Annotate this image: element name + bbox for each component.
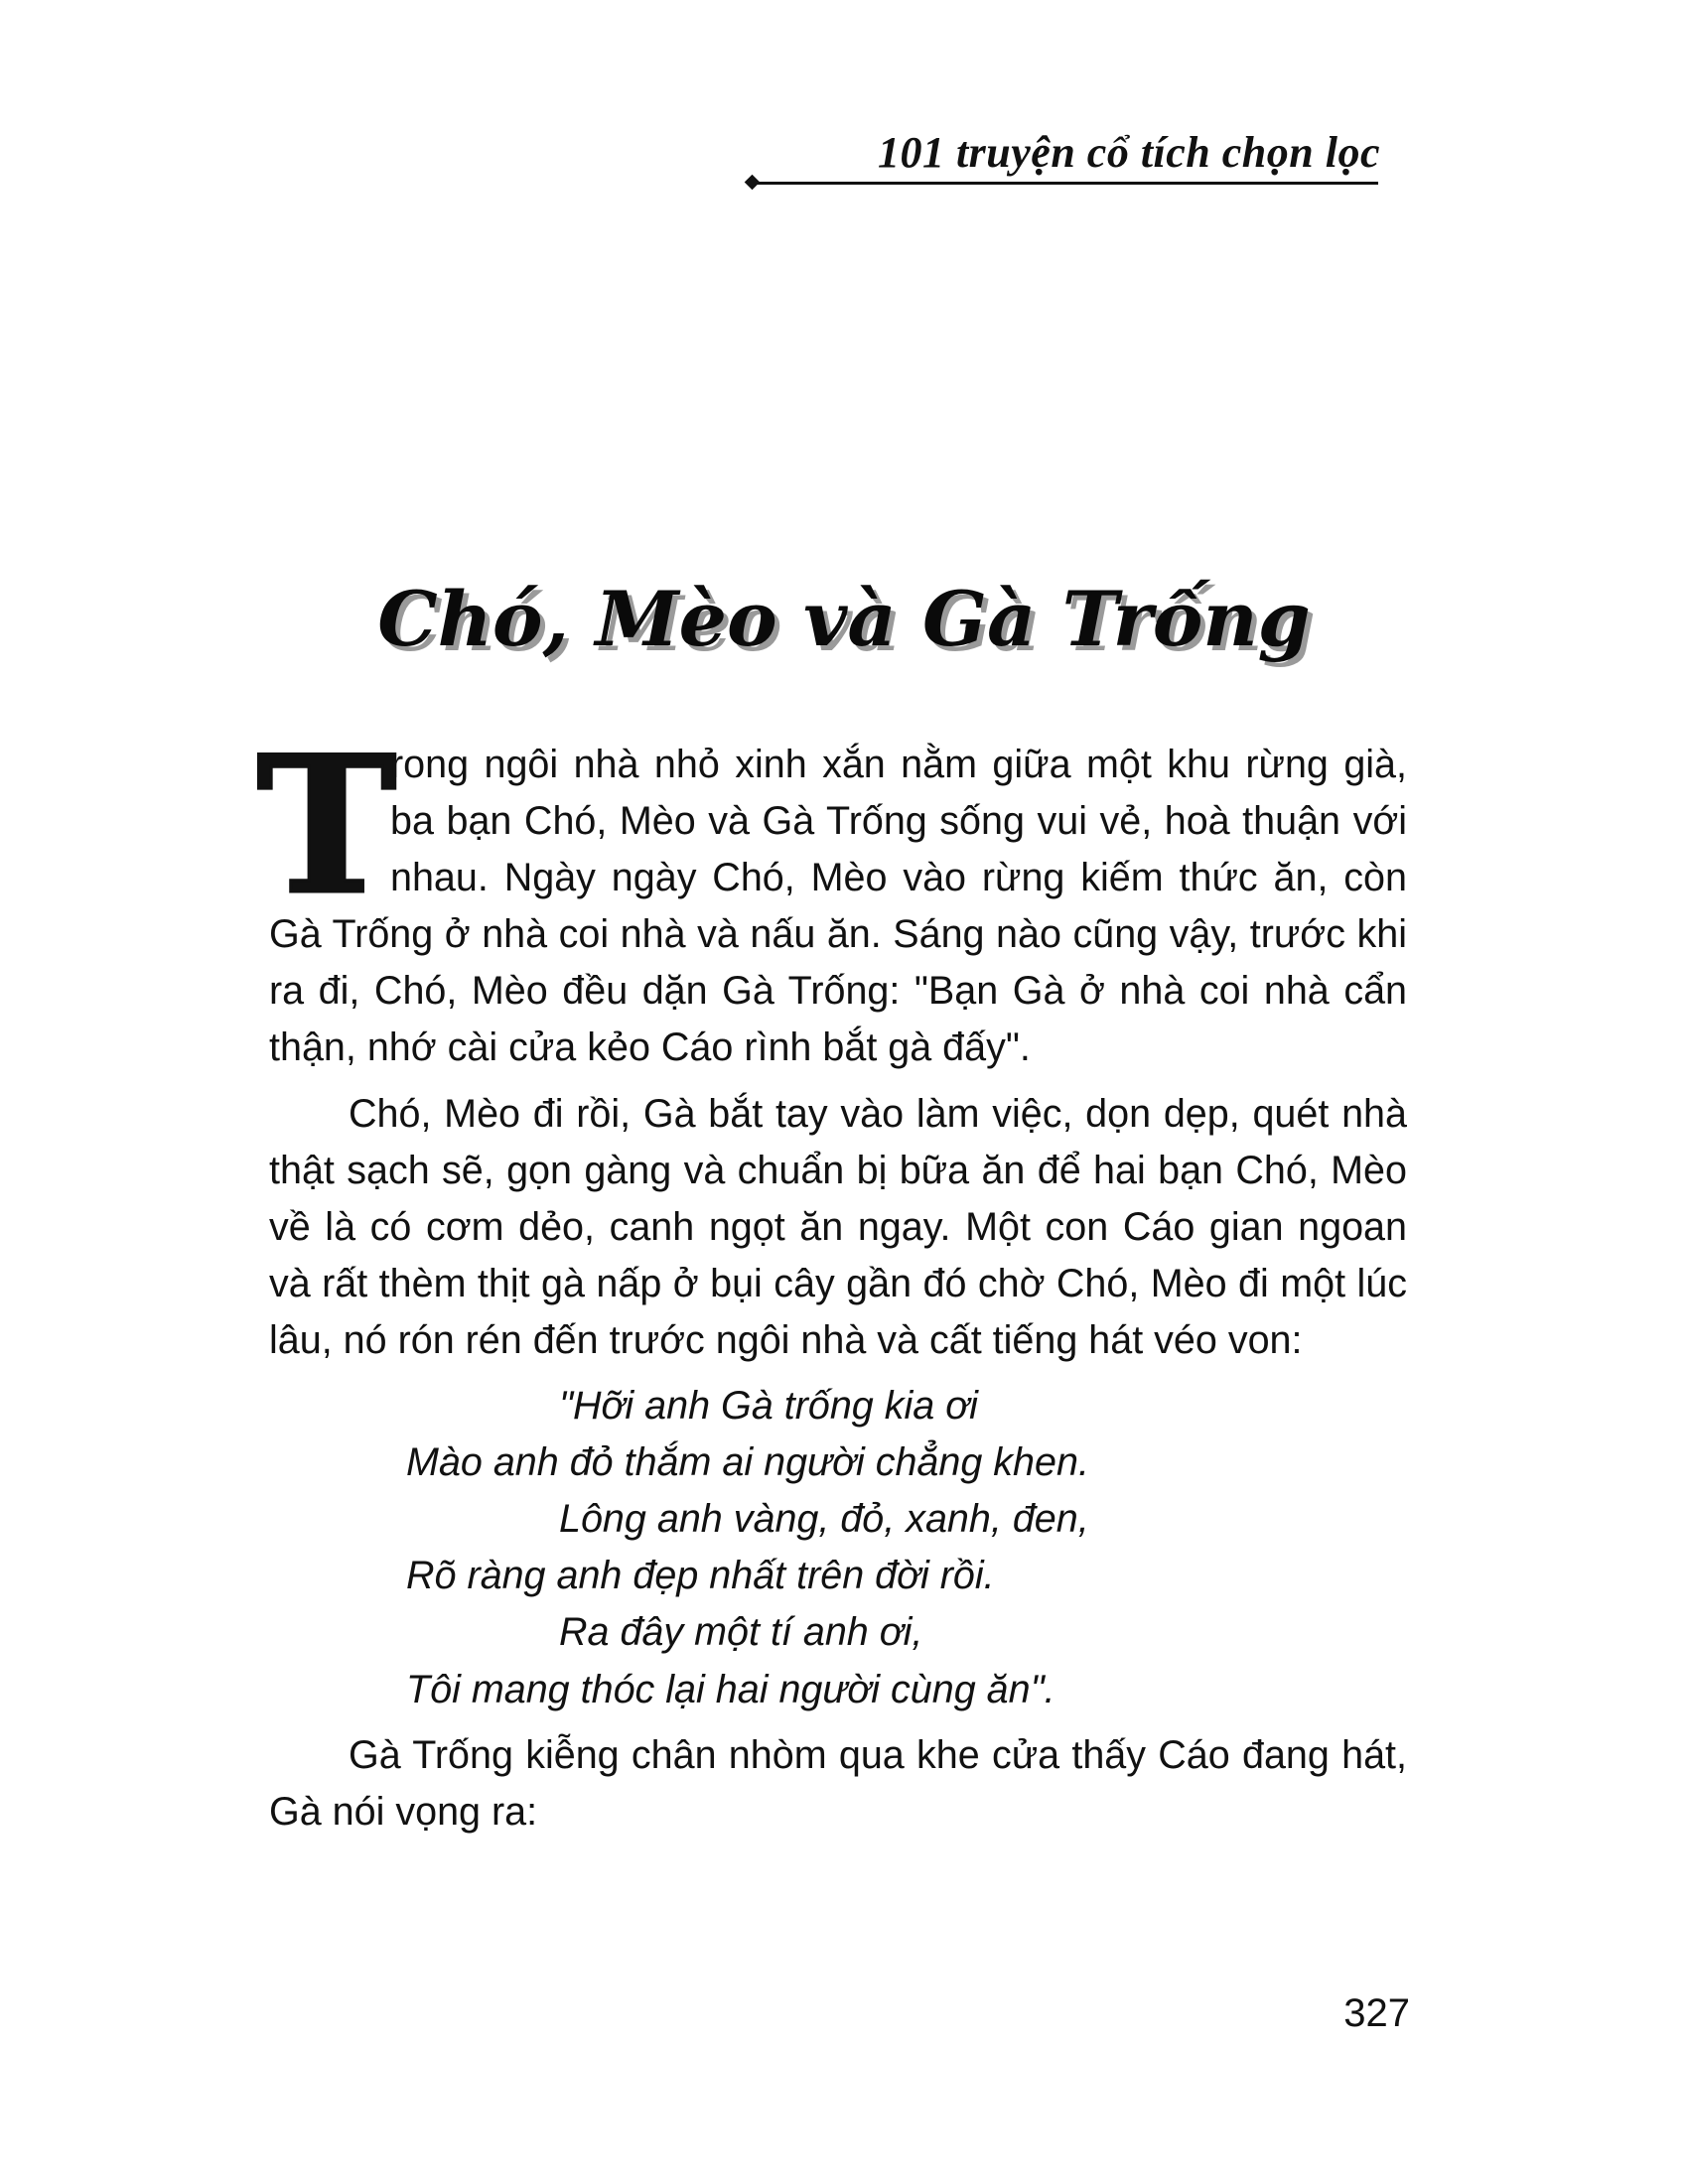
song-verse xyxy=(269,1378,1407,1718)
paragraph-2: Chó, Mèo đi rồi, Gà bắt tay vào làm việc, dọn dẹp, quét nhà thật sạch sẽ, gọn gàng và chuẩn bị bữa ăn để hai bạn Chó, Mèo về là có cơm dẻo, canh ngọt ăn ngay. Một con Cáo gian ngoan và rất thèm thịt gà nấp ở bụi cây gần đó chờ Chó, Mèo đi một lúc lâu, nó rón rén đến trước ngôi nhà và cất tiếng hát véo von: xyxy=(269,1091,1407,1362)
header-diamond-ornament xyxy=(745,175,761,191)
page-number: 327 xyxy=(1343,1991,1410,2035)
paragraph-1-text: rong ngôi nhà nhỏ xinh xắn nằm giữa một khu rừng già, ba bạn Chó, Mèo và Gà Trống sống vui vẻ, hoà thuận với nhau. Ngày ngày Chó, Mèo vào rừng kiếm thức ăn, còn Gà Trống ở nhà coi nhà và nấu ăn. Sáng nào cũng vậy, trước khi ra đi, Chó, Mèo đều dặn Gà Trống: "Bạn Gà ở nhà coi nhà cẩn thận, nhớ cài cửa kẻo Cáo rình bắt gà đấy". xyxy=(269,743,1407,1070)
verse-line: "Hỡi anh Gà trống kia ơi xyxy=(559,1384,978,1429)
header-rule xyxy=(755,182,1378,185)
running-header-title: 101 truyện cổ tích chọn lọc xyxy=(877,128,1380,177)
svg-text:T: T xyxy=(256,715,397,936)
paragraph-1 xyxy=(256,715,1407,1077)
verse-line: Tôi mang thóc lại hai người cùng ăn". xyxy=(406,1667,1055,1711)
story-title: Chó, Mèo và Gà Trống xyxy=(377,574,1311,663)
verse-line: Ra đây một tí anh ơi, xyxy=(559,1610,923,1655)
dropcap-letter xyxy=(256,715,397,936)
verse-line: Lông anh vàng, đỏ, xanh, đen, xyxy=(559,1497,1089,1542)
verse-line: Rõ ràng anh đẹp nhất trên đời rồi. xyxy=(406,1554,995,1598)
story-body xyxy=(256,715,1407,1849)
verse-line: Mào anh đỏ thắm ai người chẳng khen. xyxy=(406,1440,1089,1485)
paragraph-3: Gà Trống kiễng chân nhòm qua khe cửa thấy Cáo đang hát, Gà nói vọng ra: xyxy=(269,1732,1407,1834)
